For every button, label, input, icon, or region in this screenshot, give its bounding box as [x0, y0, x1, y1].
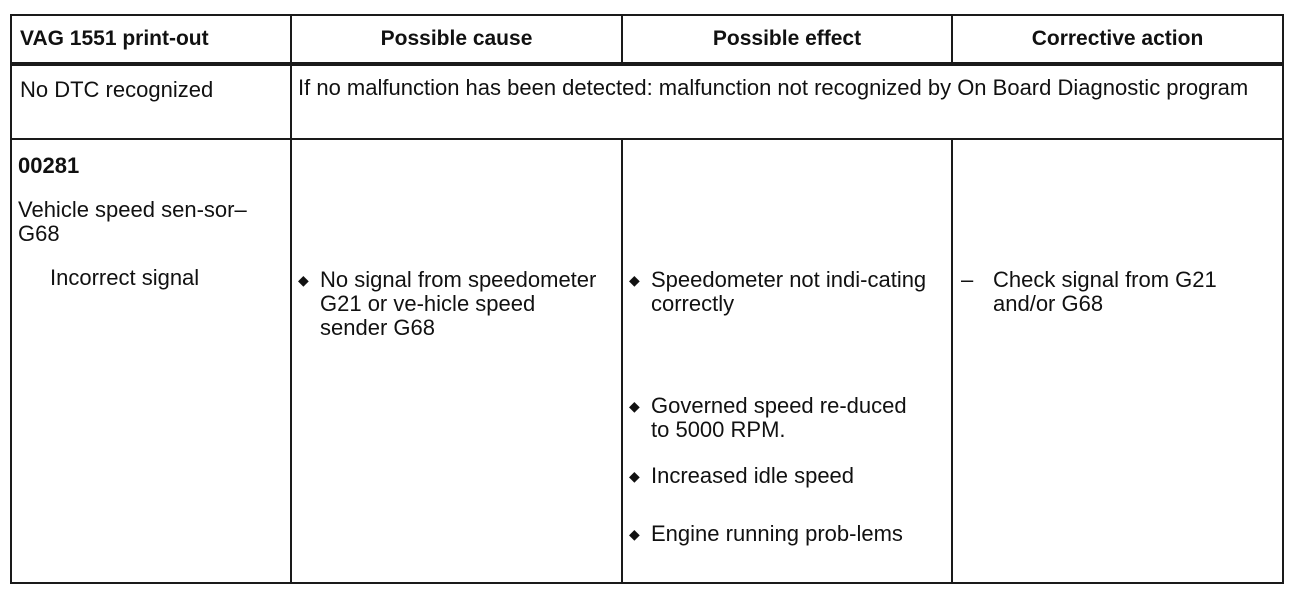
- diamond-bullet-icon: ◆: [629, 398, 640, 414]
- no-dtc-cell: [11, 64, 291, 139]
- action-cell: [952, 139, 1283, 583]
- list-item: [627, 464, 927, 488]
- action-text: Check signal from G21 and/or G68: [993, 267, 1217, 316]
- no-dtc-label: No DTC recognized: [20, 77, 214, 102]
- cause-text: No signal from speedometer G21 or ve-hicle speed sender G68: [320, 267, 597, 340]
- cause-cell: [291, 139, 622, 583]
- printout-cell: [11, 139, 291, 583]
- fault-code-table: [10, 14, 1284, 584]
- dash-bullet-icon: –: [961, 267, 974, 292]
- no-dtc-message: If no malfunction has been detected: malfunction not recognized by On Board Diagnostic program: [298, 75, 1249, 100]
- effect-text: Increased idle speed: [651, 463, 855, 488]
- table-row: [11, 139, 1283, 583]
- effect-cell: [622, 139, 952, 583]
- fault-code: 00281: [18, 153, 80, 178]
- list-item: [627, 268, 927, 316]
- header-possible-effect: Possible effect: [622, 15, 952, 64]
- list-item: [296, 268, 602, 340]
- diamond-bullet-icon: ◆: [298, 272, 309, 288]
- diamond-bullet-icon: ◆: [629, 468, 640, 484]
- table-row: [11, 64, 1283, 139]
- header-printout: VAG 1551 print-out: [11, 15, 291, 64]
- header-possible-cause: Possible cause: [291, 15, 622, 64]
- fault-type: Incorrect signal: [50, 265, 200, 290]
- effect-text: Governed speed re-duced to 5000 RPM.: [651, 393, 907, 442]
- header-corrective-action: Corrective action: [952, 15, 1283, 64]
- fault-component: Vehicle speed sen-sor–G68: [18, 197, 247, 246]
- no-dtc-message-cell: [291, 64, 1283, 139]
- list-item: [627, 394, 927, 442]
- effect-text: Speedometer not indi-cating correctly: [651, 267, 927, 316]
- list-item: [955, 268, 1265, 316]
- effect-text: Engine running prob-lems: [651, 521, 903, 546]
- diamond-bullet-icon: ◆: [629, 272, 640, 288]
- list-item: [627, 522, 927, 546]
- table-header-row: [11, 15, 1283, 64]
- diamond-bullet-icon: ◆: [629, 526, 640, 542]
